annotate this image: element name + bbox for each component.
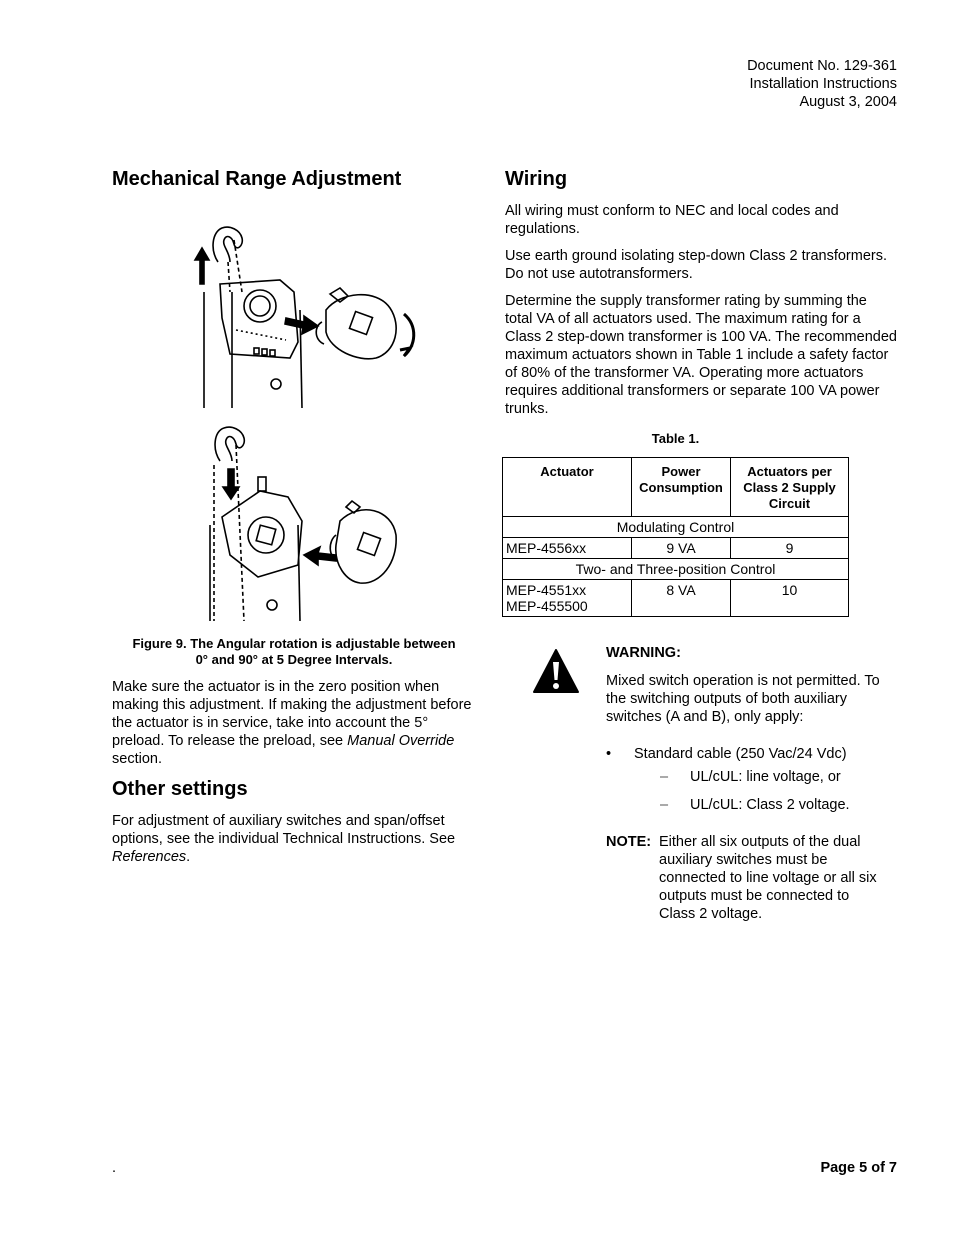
- clip-icon: [215, 427, 244, 461]
- other-settings-text: For adjustment of auxiliary switches and span/offset options, see the individual Technical Instructions. See: [112, 813, 456, 847]
- document-header: [747, 57, 897, 111]
- bullet-icon: •: [606, 746, 612, 762]
- zero-position-text: Make sure the actuator is in the zero position when making this adjustment. If making the adjustment before the actuator is in service, take into account the 5° preload. To release the preload, see: [112, 679, 472, 749]
- figure-actuator-bottom: [200, 425, 420, 625]
- left-arrow-icon: [304, 547, 336, 565]
- document-type: Installation Instructions: [749, 76, 897, 92]
- manual-override-ref: Manual Override: [347, 733, 455, 749]
- up-arrow-icon: [195, 248, 209, 284]
- sub-bullet-item: [660, 768, 841, 786]
- header-actuators-per-circuit: Actuators per Class 2 Supply Circuit: [731, 458, 849, 517]
- note-label: NOTE:: [606, 834, 652, 850]
- footer-dot: .: [112, 1160, 117, 1176]
- model-a: MEP-4551xx: [506, 582, 587, 598]
- actuator-table: [502, 457, 849, 617]
- dash-icon: –: [660, 769, 669, 785]
- cell-count: 9: [731, 538, 849, 559]
- cell-model: MEP-4556xx: [503, 538, 632, 559]
- header-actuator: Actuator: [503, 458, 632, 517]
- bullet-item: [606, 745, 847, 763]
- cell-count: 10: [731, 580, 849, 617]
- group-modulating: Modulating Control: [503, 517, 849, 538]
- rotate-arrow-icon: [400, 314, 414, 356]
- sub-bullet-item: [660, 796, 850, 814]
- wiring-paragraph-3: Determine the supply transformer rating by summing the total VA of all actuators used. The maximum rating for a Class 2 step-down transformer is 100 VA. The recommended maximum actuators shown in Table 1 include a safety factor of 80% of the transformer VA. Operating more actuators requires additional transformers or separate 100 VA power trunks.: [505, 293, 897, 417]
- dash-icon: –: [660, 797, 669, 813]
- figure-caption: [112, 636, 476, 668]
- document-date: August 3, 2004: [799, 94, 897, 110]
- figure-actuator-top: [190, 222, 440, 412]
- other-settings-text-end: .: [186, 849, 191, 865]
- warning-title: WARNING:: [606, 645, 681, 661]
- figure-caption-line1: Figure 9. The Angular rotation is adjustable between: [132, 636, 456, 651]
- bullet-text: Standard cable (250 Vac/24 Vdc): [634, 746, 847, 762]
- cell-power: 9 VA: [632, 538, 731, 559]
- model-b: MEP-455500: [506, 598, 588, 614]
- wiring-paragraph-2: Use earth ground isolating step-down Class 2 transformers. Do not use autotransformers.: [505, 248, 888, 282]
- zero-position-text-end: section.: [112, 751, 162, 767]
- document-number: Document No. 129-361: [747, 58, 897, 74]
- page-number: Page 5 of 7: [820, 1160, 897, 1176]
- cell-model: [503, 580, 632, 617]
- table-row: [503, 538, 849, 559]
- wiring-paragraph-1: All wiring must conform to NEC and local codes and regulations.: [505, 203, 839, 237]
- table-group-row: [503, 517, 849, 538]
- warning-text: Mixed switch operation is not permitted. To the switching outputs of both auxiliary switches (A and B), only apply:: [606, 673, 880, 725]
- zero-position-paragraph: [112, 678, 474, 768]
- other-settings-heading: Other settings: [112, 778, 248, 800]
- wiring-heading: Wiring: [505, 168, 568, 190]
- cell-power: 8 VA: [632, 580, 731, 617]
- table-header-row: [503, 458, 849, 517]
- clip-icon: [213, 227, 242, 262]
- mechanical-range-heading: Mechanical Range Adjustment: [112, 168, 402, 190]
- other-settings-paragraph: [112, 812, 477, 866]
- figure-caption-line2: 0° and 90° at 5 Degree Intervals.: [195, 652, 393, 667]
- table-group-row: [503, 559, 849, 580]
- references-ref: References: [112, 849, 187, 865]
- note-text: Either all six outputs of the dual auxiliary switches must be connected to line voltage or all six outputs must be connected to Class 2 voltage.: [659, 834, 877, 922]
- right-arrow-icon: [285, 316, 318, 334]
- warning-icon: [532, 648, 580, 694]
- sub-bullet-text: UL/cUL: line voltage, or: [690, 769, 841, 785]
- table-title: Table 1.: [651, 431, 700, 446]
- sub-bullet-text: UL/cUL: Class 2 voltage.: [690, 797, 850, 813]
- group-two-three-position: Two- and Three-position Control: [503, 559, 849, 580]
- table-row: [503, 580, 849, 617]
- header-power: Power Consumption: [632, 458, 731, 517]
